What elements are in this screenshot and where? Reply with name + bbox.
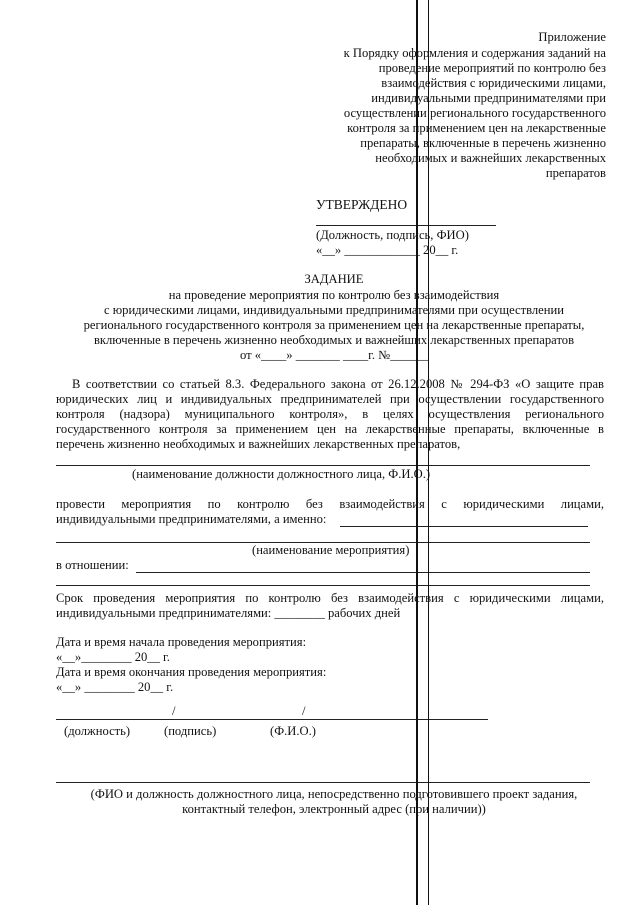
appendix-line: Приложение [538,30,606,44]
paragraph-line: В соответствии со статьей 8.3. Федерального закона от 26.12.2008 № 294-ФЗ «О защите прав [72,377,604,391]
appendix-line: проведение мероприятий по контролю без [378,61,606,75]
event-fill-line [340,526,588,527]
appendix-line: препаратов [545,166,606,180]
sign-caption: (подпись) [164,724,217,738]
position-caption: (должность) [64,724,131,738]
scan-artifact-line [416,0,418,905]
paragraph-line: перечень жизненно необходимых и важнейших лекарственных препаратов, [56,437,461,451]
appendix-line: осуществлении регионального государственного [343,106,606,120]
regarding-fill-line [56,585,590,586]
signature-line [56,719,488,720]
event-caption: (наименование мероприятия) [252,543,410,557]
paragraph-line: контроля (надзора) муниципального контроля», в целях осуществления регионального [56,407,604,421]
approval-title: УТВЕРЖДЕНО [316,197,408,212]
heading-line: на проведение мероприятия по контролю без взаимодействия [168,288,500,302]
signature-slash: / [302,704,306,718]
signature-slash: / [172,704,176,718]
approval-role-caption: (Должность, подпись, ФИО) [316,228,469,242]
conduct-line: провести мероприятия по контролю без взаимодействия с юридическими лицами, [56,497,604,511]
appendix-line: взаимодействия с юридическими лицами, [381,76,606,90]
approval-signature-line [316,225,496,226]
official-caption: (наименование должности должностного лица, Ф.И.О.) [132,467,431,481]
end-label: Дата и время окончания проведения мероприятия: [56,665,327,679]
approval-date-line: «__» ____________ 20__ г. [316,243,459,257]
paragraph-line: государственного контроля за применением цен на лекарственные препараты, включенные в [56,422,604,436]
task-title: ЗАДАНИЕ [304,272,364,286]
heading-line: с юридическими лицами, индивидуальными предпринимателями при осуществлении [104,303,564,317]
paragraph-line: юридических лиц и индивидуальных предпринимателей при осуществлении государственного [56,392,604,406]
footer-line: (ФИО и должность должностного лица, непосредственно подготовившего проект задания, [90,787,578,801]
appendix-line: препараты, включенные в перечень жизненно [360,136,606,150]
term-line: индивидуальными предпринимателями: ________ рабочих дней [56,606,401,620]
heading-date-number: от «____» _______ ____г. №______ [240,348,428,362]
heading-line: регионального государственного контроля за применением цен на лекарственные препараты, [83,318,585,332]
regarding-fill-line [136,572,590,573]
appendix-line: необходимых и важнейших лекарственных [375,151,606,165]
term-line: Срок проведения мероприятия по контролю без взаимодействия с юридическими лицами, [56,591,604,605]
start-label: Дата и время начала проведения мероприятия: [56,635,307,649]
name-caption: (Ф.И.О.) [270,724,316,738]
official-name-line [56,465,590,466]
heading-line: включенные в перечень жизненно необходимых и важнейших лекарственных препаратов [93,333,575,347]
start-date: «__»________ 20__ г. [56,650,170,664]
regarding-label: в отношении: [56,558,129,572]
appendix-line: к Порядку оформления и содержания заданий на [343,46,606,60]
appendix-line: контроля за применением цен на лекарственные [347,121,606,135]
appendix-line: индивидуальными предпринимателями при [371,91,606,105]
preparer-line [56,782,590,783]
end-date: «__» ________ 20__ г. [56,680,174,694]
conduct-line: индивидуальными предпринимателями, а именно: [56,512,327,526]
scan-artifact-line [428,0,429,905]
footer-line: контактный телефон, электронный адрес (при наличии)) [182,802,486,816]
